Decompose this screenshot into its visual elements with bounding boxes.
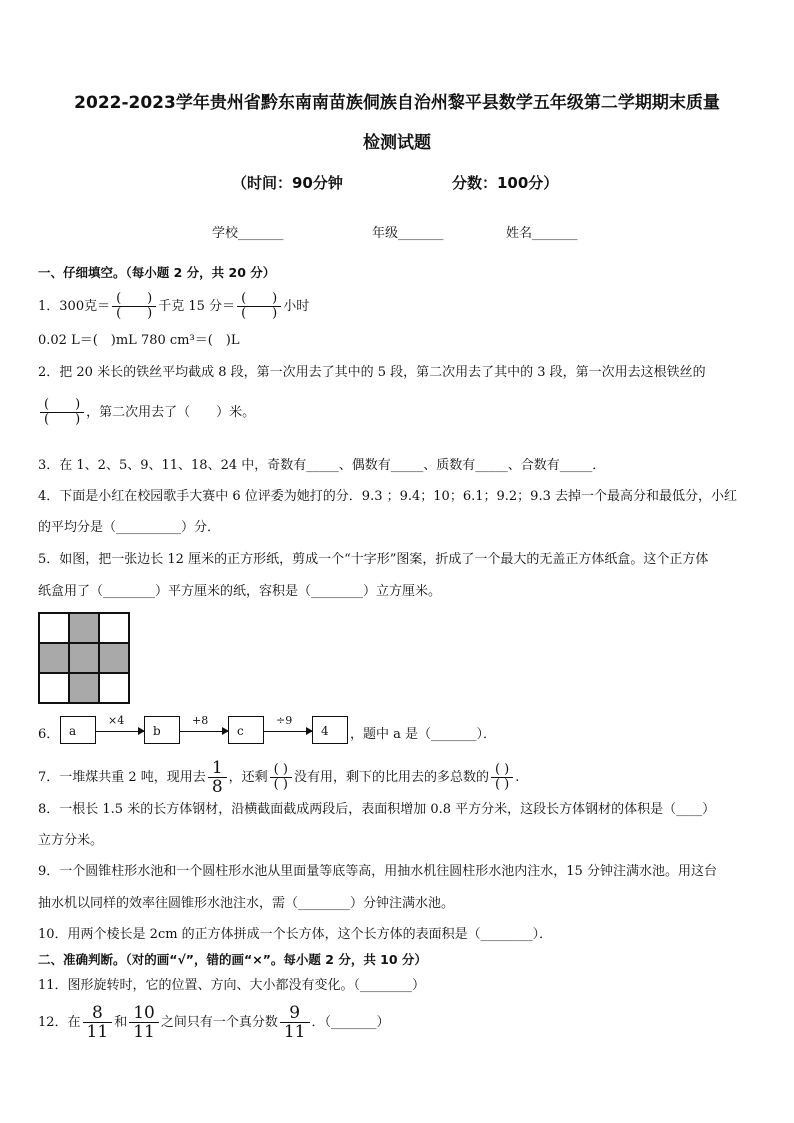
q7-f1-numerator: 1 [208, 759, 227, 778]
grid-cell [99, 673, 129, 703]
grid-cell-shaded [69, 643, 99, 673]
q7-text-b: ，还剩 [228, 770, 268, 785]
q12-f1-denominator: 11 [86, 1022, 109, 1042]
q6-number: 6． [38, 727, 60, 742]
flow-arrow [180, 731, 228, 732]
grade-field[interactable]: 年级_______ [372, 226, 444, 241]
grid-cell-shaded [39, 643, 69, 673]
flow-box-a: a [60, 716, 96, 744]
q1-fraction-2 [237, 292, 281, 321]
question-7 [38, 759, 519, 796]
question-12 [38, 1004, 390, 1041]
q1-frac2-denominator[interactable]: ( ) [241, 306, 278, 321]
school-field[interactable]: 学校_______ [212, 226, 284, 241]
q12-f3-numerator: 9 [280, 1004, 310, 1023]
q7-text-c: 没有用，剩下的比用去的多总数的 [293, 770, 489, 785]
q1-text-c: 小时 [283, 299, 310, 314]
flow-box-c: c [228, 716, 264, 744]
q7-f2-denominator[interactable]: ( ) [273, 777, 288, 792]
q1-fraction-1 [112, 292, 156, 321]
q12-fraction-1 [83, 1004, 113, 1041]
question-4: 4．下面是小红在校园歌手大赛中 6 位评委为她打的分．9.3 ；9.4；10；6.1；9.2；9.3 去掉一个最高分和最低分，小红 [38, 489, 737, 504]
grid-cell [39, 613, 69, 643]
time-label: （时间：90分钟 [232, 174, 343, 192]
grid-cell [99, 613, 129, 643]
q12-text-d: ．（_______） [311, 1015, 390, 1030]
q12-f2-numerator: 10 [129, 1004, 159, 1023]
question-3: 3．在 1、2、5、9、11、18、24 中，奇数有_____、偶数有_____、质数有_____、合数有_____． [38, 458, 606, 473]
score-label: 分数：100分） [452, 174, 559, 192]
question-8-line2: 立方分米。 [38, 833, 104, 848]
question-4-line2: 的平均分是（__________）分． [38, 520, 221, 535]
question-5: 5．如图，把一张边长 12 厘米的正方形纸，剪成一个“十字形”图案，折成了一个最大的无盖正方体纸盒。这个正方体 [38, 552, 709, 567]
question-8: 8．一根长 1.5 米的长方体钢材，沿横截面截成两段后，表面积增加 0.8 平方分米，这段长方体钢材的体积是（____） [38, 802, 716, 817]
question-11: 11．图形旋转时，它的位置、方向、大小都没有变化。（________） [38, 978, 426, 993]
q1-text-b: 千克 15 分＝ [158, 299, 236, 314]
q7-fraction-1 [208, 759, 227, 796]
q2-text: ，第二次用去了（ ）米。 [86, 405, 256, 420]
q7-f3-numerator[interactable]: ( ) [491, 763, 513, 778]
page-title-line2: 检测试题 [363, 133, 431, 153]
q12-f3-denominator: 11 [283, 1022, 306, 1042]
q12-fraction-3 [280, 1004, 310, 1041]
name-field[interactable]: 姓名_______ [506, 226, 578, 241]
q12-fraction-2 [129, 1004, 159, 1041]
q12-text-b: 和 [114, 1015, 128, 1030]
flow-box-b: b [144, 716, 180, 744]
page-title: 2022-2023学年贵州省黔东南南苗族侗族自治州黎平县数学五年级第二学期期末质量 [74, 93, 720, 113]
q7-f1-denominator: 8 [211, 777, 223, 797]
q1-frac2-numerator[interactable]: ( ) [237, 292, 281, 307]
q7-fraction-3 [491, 763, 513, 792]
q7-f3-denominator[interactable]: ( ) [494, 777, 510, 792]
q2-fraction [40, 398, 84, 427]
grid-cell-shaded [99, 643, 129, 673]
flow-op-add: +8 [192, 714, 209, 727]
question-5-line2: 纸盒用了（________）平方厘米的纸，容积是（________）立方厘米。 [38, 584, 442, 599]
q1-frac1-numerator[interactable]: ( ) [112, 292, 156, 307]
q7-fraction-2 [270, 763, 292, 792]
cross-shape-grid [38, 612, 130, 704]
flow-op-divide: ÷9 [276, 714, 293, 727]
section-2-heading: 二、准确判断。（对的画“√”，错的画“×”。每小题 2 分，共 10 分） [38, 952, 427, 967]
flow-arrow [264, 731, 312, 732]
question-6 [38, 716, 538, 746]
flow-arrow [96, 731, 144, 732]
question-9-line2: 抽水机以同样的效率往圆锥形水池注水，需（________）分钟注满水池。 [38, 896, 455, 911]
question-2: 2．把 20 米长的铁丝平均截成 8 段，第一次用去了其中的 5 段，第二次用去了其中的 3 段，第一次用去这根铁丝的 [38, 365, 706, 380]
flow-op-multiply: ×4 [108, 714, 125, 727]
q1-text-a: 1．300克＝ [38, 299, 111, 314]
q1-frac1-denominator[interactable]: ( ) [116, 306, 153, 321]
question-1-line2: 0.02 L＝( )mL 780 cm³＝( )L [38, 333, 240, 348]
q7-f2-numerator[interactable]: ( ) [270, 763, 292, 778]
question-9: 9．一个圆锥柱形水池和一个圆柱形水池从里面量等底等高，用抽水机往圆柱形水池内注水，15 分钟注满水池。用这台 [38, 864, 717, 879]
q7-text-a: 7．一堆煤共重 2 吨，现用去 [38, 770, 206, 785]
grid-cell [39, 673, 69, 703]
question-1 [38, 292, 309, 321]
question-10: 10．用两个棱长是 2cm 的正方体拼成一个长方体，这个长方体的表面积是（________）． [38, 927, 553, 942]
grid-cell-shaded [69, 673, 99, 703]
question-2-line2 [38, 398, 255, 427]
q12-f1-numerator: 8 [83, 1004, 113, 1023]
q7-text-d: . [515, 770, 520, 785]
section-1-heading: 一、仔细填空。（每小题 2 分，共 20 分） [38, 265, 276, 280]
grid-cell-shaded [69, 613, 99, 643]
flow-box-result: 4 [312, 716, 348, 744]
q12-text-a: 12．在 [38, 1015, 81, 1030]
q12-text-c: 之间只有一个真分数 [160, 1015, 278, 1030]
q2-frac-numerator[interactable]: ( ) [40, 398, 84, 413]
q2-frac-denominator[interactable]: ( ) [44, 412, 81, 427]
q12-f2-denominator: 11 [133, 1022, 155, 1042]
q6-text: ，题中 a 是（_______）． [350, 727, 497, 742]
